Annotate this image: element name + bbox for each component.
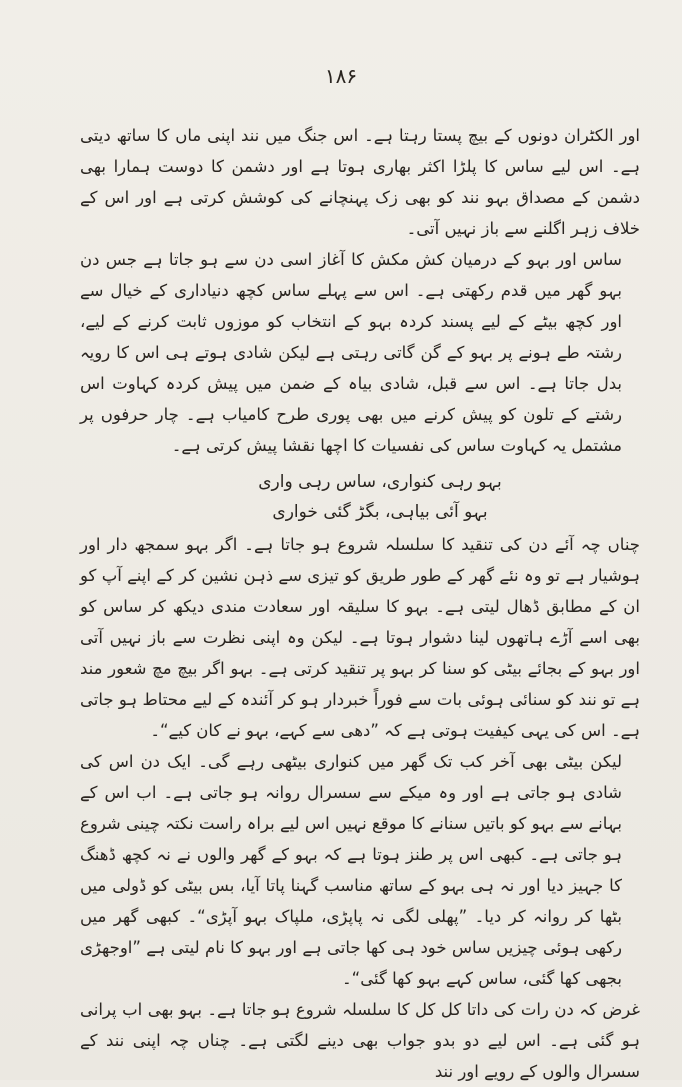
paragraph: اور الکٹران دونوں کے بیچ پستا رہتا ہے۔ اس جنگ میں نند اپنی ماں کا ساتھ دیتی ہے۔ اس لیے ساس کا پلڑا اکثر بھاری ہوتا ہے اور دشمن کا دوست ہمارا بھی دشمن کے مصداق بہو نند کو بھی زک پہنچانے کی کوشش کرتی ہے اور اس کے خلاف زہر اگلنے سے باز نہیں آتی۔	[80, 126, 640, 238]
paragraph: چناں چہ آئے دن کی تنقید کا سلسلہ شروع ہو جاتا ہے۔ اگر بہو سمجھ دار اور ہوشیار ہے تو وہ نئے گھر کے طور طریق کو تیزی سے ذہن نشین کر کے اپنے آپ کو ان کے مطابق ڈھال لیتی ہے۔ بہو کا سلیقہ اور سعادت مندی دیکھ کر ساس کو بھی اسے آڑے ہاتھوں لینا دشوار ہوتا ہے۔ لیکن وہ اپنی نظرت سے باز نہیں آتی اور بہو کے بجائے بیٹی کو سنا کر بہو پر تنقید کرتی ہے۔ بہو اگر بیچ مچ شعور مند ہے تو نند کو سنائی ہوئی بات سے فوراً خبردار ہو کر آئندہ کے لیے محتاط ہو جاتی ہے۔ اس کی یہی کیفیت ہوتی ہے کہ ”دھی سے کہے، بہو نے کان کیے“۔	[80, 535, 640, 740]
page-body	[80, 120, 640, 1087]
paragraph: ساس اور بہو کے درمیان کش مکش کا آغاز اسی دن سے ہو جاتا ہے جس دن بہو گھر میں قدم رکھتی ہے۔ اس سے پہلے ساس کچھ دنیاداری کے خیال سے اور کچھ بیٹے کے لیے پسند کردہ بہو کے انتخاب کو موزوں ثابت کرنے کے لیے، رشتہ طے ہونے پر بہو کے گن گاتی رہتی ہے لیکن شادی ہوتے ہی اس کا رویہ بدل جاتا ہے۔ اس سے قبل، شادی بیاہ کے ضمن میں پیش کردہ کہاوت اس رشتے کے تلون کو پیش کرنے میں بھی پوری طرح کامیاب ہے۔ چار حرفوں پر مشتمل یہ کہاوت ساس کی نفسیات کا اچھا نقشا پیش کرتی ہے۔	[80, 250, 622, 455]
page-number: ۱۸۶	[324, 64, 358, 88]
couplet-line-1: بہو رہی کنواری، ساس رہی واری	[258, 472, 502, 492]
couplet-line-2: بہو آئی بیاہی، بگڑ گئی خواری	[272, 502, 488, 522]
paragraph: غرض کہ دن رات کی داتا کل کل کا سلسلہ شروع ہو جاتا ہے۔ بہو بھی اب پرانی ہو گئی ہے۔ اس لیے دو بدو جواب بھی دینے لگتی ہے۔ چناں چہ اپنی نند کے سسرال والوں کے رویے اور نند	[80, 1000, 640, 1081]
paragraph: لیکن بیٹی بھی آخر کب تک گھر میں کنواری بیٹھی رہے گی۔ ایک دن اس کی شادی ہو جاتی ہے اور وہ میکے سے سسرال روانہ ہو جاتی ہے۔ اب اس کے بہانے سے بہو کو باتیں سنانے کا موقع نہیں اس لیے براہ راست نکتہ چینی شروع ہو جاتی ہے۔ کبھی اس پر طنز ہوتا ہے کہ بہو کے گھر والوں نے نہ کچھ ڈھنگ کا جہیز دیا اور نہ ہی بہو کے ساتھ مناسب گہنا پاتا آیا، بس بیٹی کو ڈولی میں بٹھا کر روانہ کر دیا۔ ”پھلی لگی نہ پاپڑی، ملپاک بہو آپڑی“۔ کبھی گھر میں رکھی ہوئی چیزیں ساس خود ہی کھا جاتی ہے اور بہو کا نام لیتی ہے ”اوجھڑی بجھی کھا گئی، ساس کہے بہو کھا گئی“۔	[80, 752, 622, 988]
proverb-couplet	[80, 467, 640, 527]
